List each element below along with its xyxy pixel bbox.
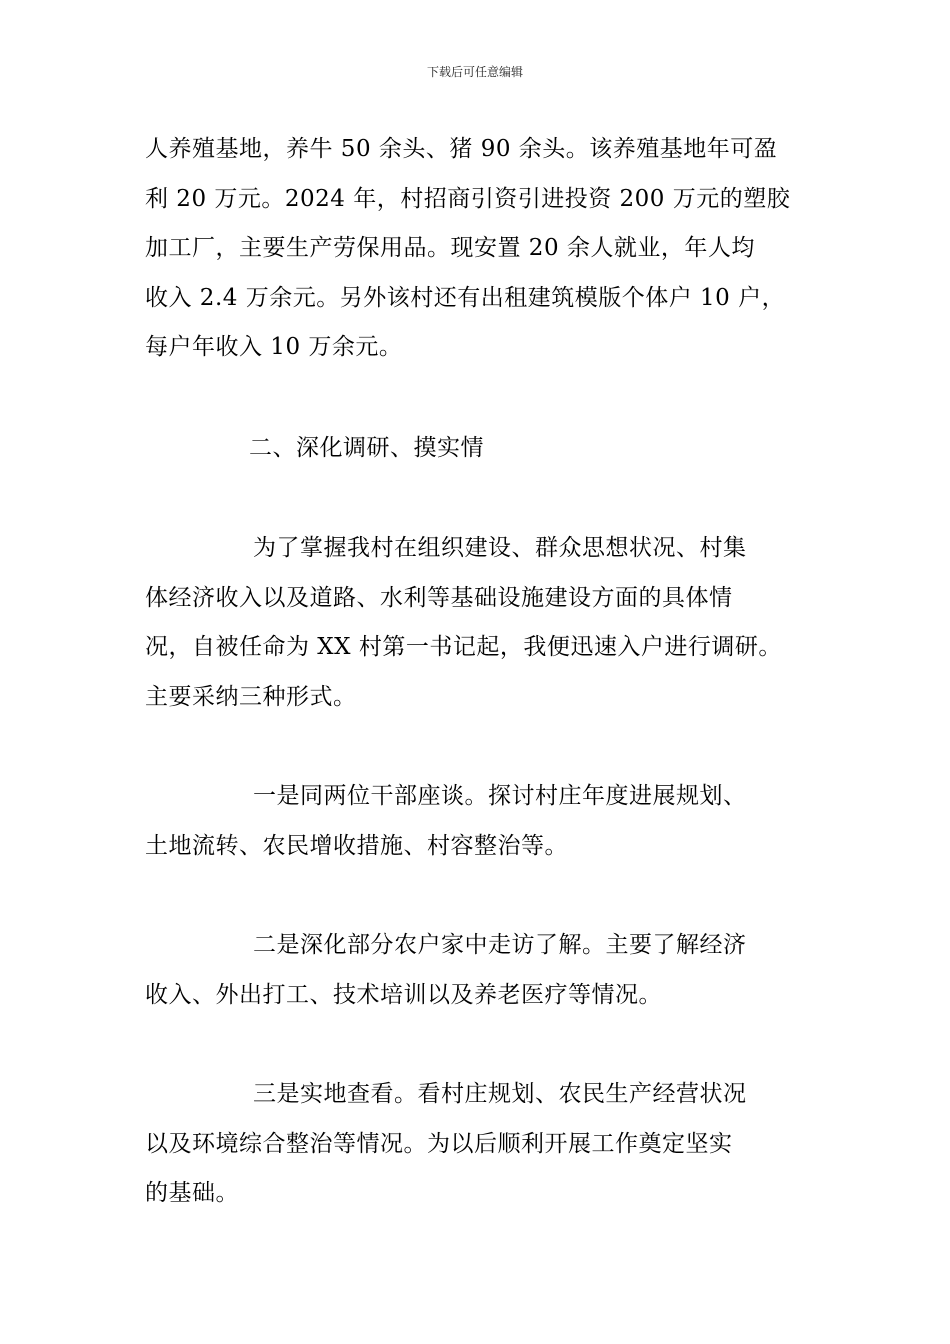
paragraph-line: 土地流转、农民增收措施、村容整治等。 (145, 832, 568, 859)
paragraph-line: 收入 2.4 万余元。另外该村还有出租建筑模版个体户 10 户， (145, 284, 786, 311)
paragraph (145, 921, 815, 1020)
paragraph-line: 体经济收入以及道路、水利等基础设施建设方面的具体情 (145, 584, 733, 611)
paragraph-line: 每户年收入 10 万余元。 (145, 334, 403, 360)
paragraph-line: 利 20 万元。2024 年，村招商引资引进投资 200 万元的塑胶 (145, 185, 791, 212)
paragraph (145, 125, 815, 373)
paragraph-line: 一是同两位干部座谈。探讨村庄年度进展规划、 (253, 783, 747, 809)
section-heading (145, 424, 815, 474)
paragraph-line: 人养殖基地，养牛 50 余头、猪 90 余头。该养殖基地年可盈 (145, 136, 778, 162)
section-heading-text: 二、深化调研、摸实情 (249, 435, 484, 461)
paragraph (145, 772, 815, 871)
paragraph-line: 二是深化部分农户家中走访了解。主要了解经济 (253, 932, 747, 958)
paragraph-line: 的基础。 (145, 1180, 239, 1206)
paragraph-line: 加工厂，主要生产劳保用品。现安置 20 余人就业，年人均 (145, 235, 755, 261)
paragraph-line: 为了掌握我村在组织建设、群众思想状况、村集 (253, 535, 747, 561)
paragraph-line: 主要采纳三种形式。 (145, 683, 357, 710)
paragraph (145, 1070, 815, 1219)
paragraph (145, 524, 815, 722)
paragraph-line: 三是实地查看。看村庄规划、农民生产经营状况 (253, 1081, 747, 1107)
paragraph-line: 收入、外出打工、技术培训以及养老医疗等情况。 (145, 981, 662, 1008)
page-header: 下载后可任意编辑 (426, 65, 523, 79)
paragraph-line: 况，自被任命为 XX 村第一书记起，我便迅速入户进行调研。 (145, 634, 782, 660)
paragraph-line: 以及环境综合整治等情况。为以后顺利开展工作奠定坚实 (145, 1130, 733, 1157)
